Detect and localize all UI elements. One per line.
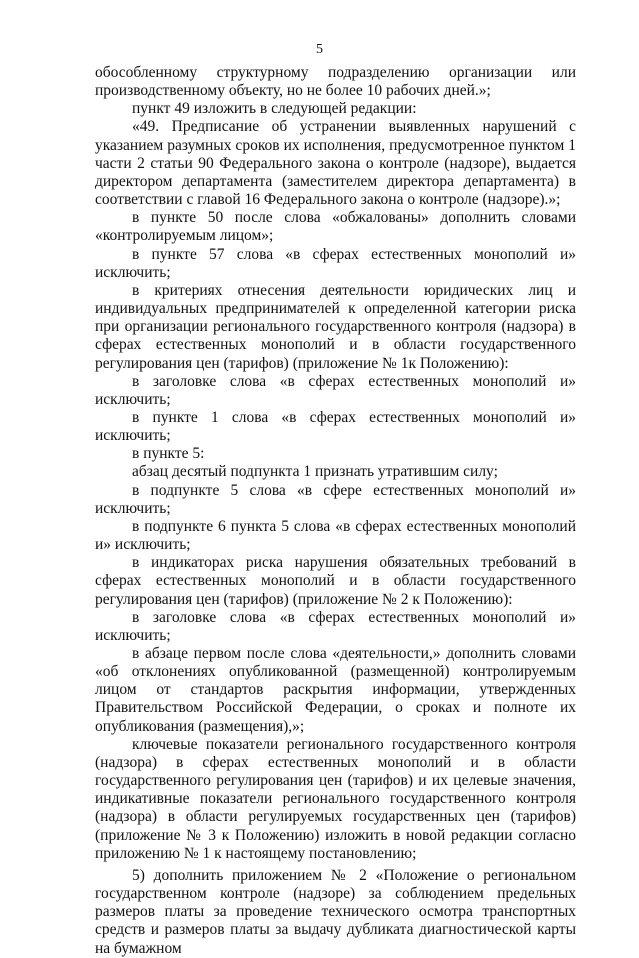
paragraph: в подпункте 6 пункта 5 слова «в сферах естественных монополий и» исключить; [95,517,576,554]
paragraph: в пункте 50 после слова «обжалованы» дополнить словами «контролируемым лицом»; [95,209,576,245]
paragraph: пункт 49 изложить в следующей редакции: [132,100,417,118]
paragraph: 5) дополнить приложением № 2 «Положение о региональном государственном контроле (надзоре) за соблюдением предельных размеров платы за проведение технического осмотра транспортных средств и размеров платы за выдачу дубликата диагностической карты на бумажном [95,866,576,957]
paragraph: «49. Предписание об устранении выявленных нарушений с указанием разумных сроков их исполнения, предусмотренное пунктом 1 части 2 статьи 90 Федерального закона о контроле (надзоре), выдается директором департамента (заместителем директора департамента) в соответствии с главой 16 Федерального закона о контроле (надзоре).»; [95,118,576,209]
paragraph: в пункте 5: [132,445,205,463]
paragraph: в подпункте 5 слова «в сфере естественных монополий и» исключить; [95,481,576,517]
paragraph: в заголовке слова «в сферах естественных монополий и» исключить; [95,608,576,644]
paragraph: в пункте 1 слова «в сферах естественных монополий и» исключить; [95,408,576,445]
page-number: 5 [316,42,323,57]
paragraph: в индикаторах риска нарушения обязательных требований в сферах естественных монополий и в области государственного регулирования цен (тарифов) (приложение № 2 к Положению): [95,554,576,608]
paragraph: абзац десятый подпункта 1 признать утратившим силу; [132,463,498,481]
paragraph: в критериях отнесения деятельности юридических лиц и индивидуальных предпринимателей к определенной категории риска при организации регионального государственного контроля (надзора) в сферах естественных монополий и в области государственного регулирования цен (тарифов) (приложение № 1к Положению): [95,281,576,372]
paragraph: ключевые показатели регионального государственного контроля (надзора) в сферах естественных монополий и в области государственного регулирования цен (тарифов) и их целевые значения, индикативные показатели регионального государственного контроля (надзора) в области регулируемых государственных цен (тарифов) (приложение № 3 к Положению) изложить в новой редакции согласно приложению № 1 к настоящему постановлению; [95,735,576,862]
paragraph: в пункте 57 слова «в сферах естественных монополий и» исключить; [95,245,576,281]
paragraph: в абзаце первом после слова «деятельности,» дополнить словами «об отклонениях опубликованной (размещенной) контролируемым лицом от стандартов раскрытия информации, утвержденных Правительством Российской Федерации, о сроках и полноте их опубликования (размещения),»; [95,645,576,735]
paragraph: в заголовке слова «в сферах естественных монополий и» исключить; [95,372,576,408]
paragraph: обособленному структурному подразделению организации или производственному объекту, но не более 10 рабочих дней.»; [95,64,576,100]
document-body [95,64,576,958]
